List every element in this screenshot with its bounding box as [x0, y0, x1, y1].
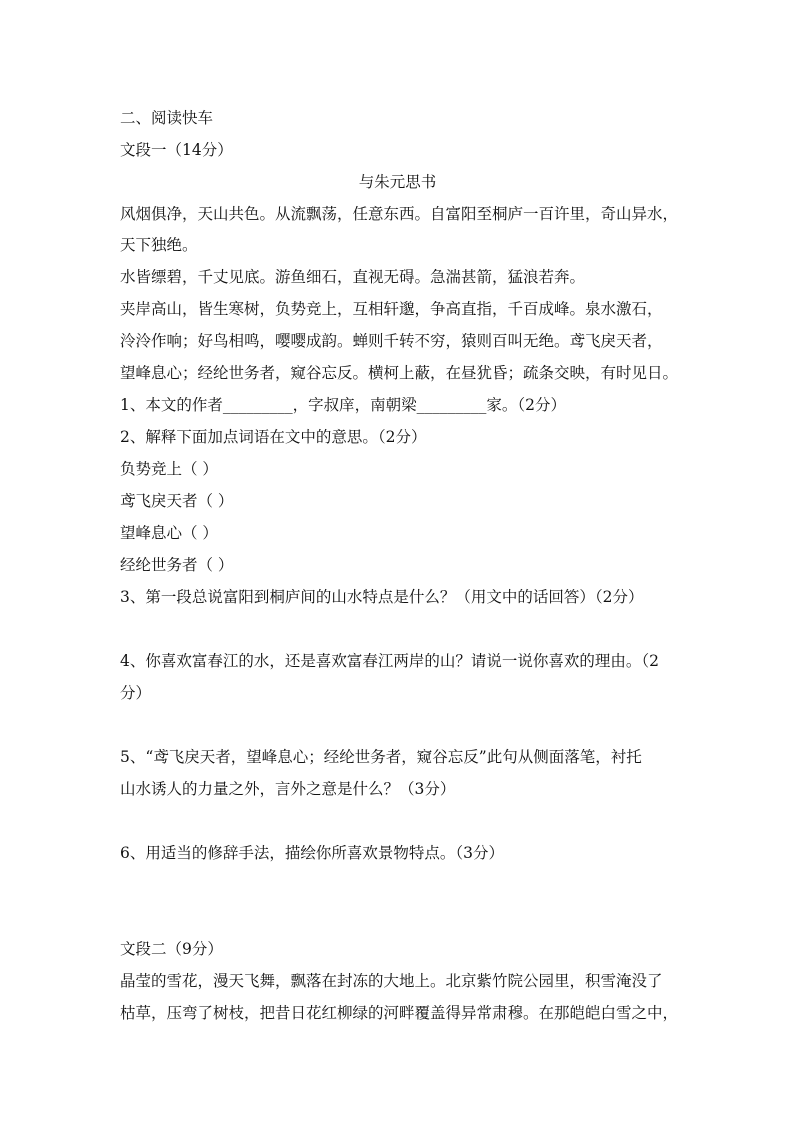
- passage1-line: 夹岸高山，皆生寒树，负势竞上，互相轩邈，争高直指，千百成峰。泉水激石，: [120, 300, 663, 318]
- question-2: 2、解释下面加点词语在文中的意思。（2分）: [120, 428, 427, 446]
- passage1-line: 水皆缥碧，千丈见底。游鱼细石，直视无碍。急湍甚箭，猛浪若奔。: [120, 268, 586, 286]
- question-2-item: 望峰息心（ ）: [120, 524, 218, 542]
- passage2-line: 晶莹的雪花，漫天飞舞，飘落在封冻的大地上。北京紫竹院公园里，积雪淹没了: [120, 972, 663, 990]
- passage2-line: 枯草，压弯了树枝，把昔日花红柳绿的河畔覆盖得异常肃穆。在那皑皑白雪之中，: [120, 1004, 679, 1022]
- question-4-line: 分）: [120, 684, 152, 702]
- passage2-label: 文段二（9分）: [120, 940, 223, 958]
- question-5-line: 山水诱人的力量之外，言外之意是什么？（3分）: [120, 780, 456, 798]
- passage1-line: 泠泠作响；好鸟相鸣，嘤嘤成韵。蝉则千转不穷，猿则百叫无绝。鸢飞戾天者，: [120, 332, 663, 350]
- question-4-line: 4、你喜欢富春江的水，还是喜欢富春江两岸的山？请说一说你喜欢的理由。（2: [120, 652, 659, 670]
- question-5-line: 5、“鸢飞戾天者，望峰息心；经纶世务者，窥谷忘反”此句从侧面落笔，衬托: [120, 748, 642, 766]
- passage1-line: 望峰息心；经纶世务者，窥谷忘反。横柯上蔽，在昼犹昏；疏条交映，有时见日。: [120, 364, 679, 382]
- section-heading: 二、阅读快车: [120, 109, 214, 127]
- question-2-item: 鸢飞戾天者（ ）: [120, 492, 234, 510]
- passage1-line: 天下独绝。: [120, 236, 198, 254]
- question-3: 3、第一段总说富阳到桐庐间的山水特点是什么？（用文中的话回答）（2分）: [120, 588, 644, 606]
- question-2-item: 经纶世务者（ ）: [120, 556, 234, 574]
- question-2-item: 负势竞上（ ）: [120, 460, 218, 478]
- question-6: 6、用适当的修辞手法，描绘你所喜欢景物特点。（3分）: [120, 844, 504, 862]
- passage1-title: 与朱元思书: [358, 173, 437, 191]
- passage1-line: 风烟俱净，天山共色。从流飘荡，任意东西。自富阳至桐庐一百许里，奇山异水，: [120, 205, 679, 223]
- passage1-label: 文段一（14分）: [120, 141, 233, 159]
- question-1: 1、本文的作者_________，字叔庠，南朝梁_________家。（2分）: [120, 396, 566, 414]
